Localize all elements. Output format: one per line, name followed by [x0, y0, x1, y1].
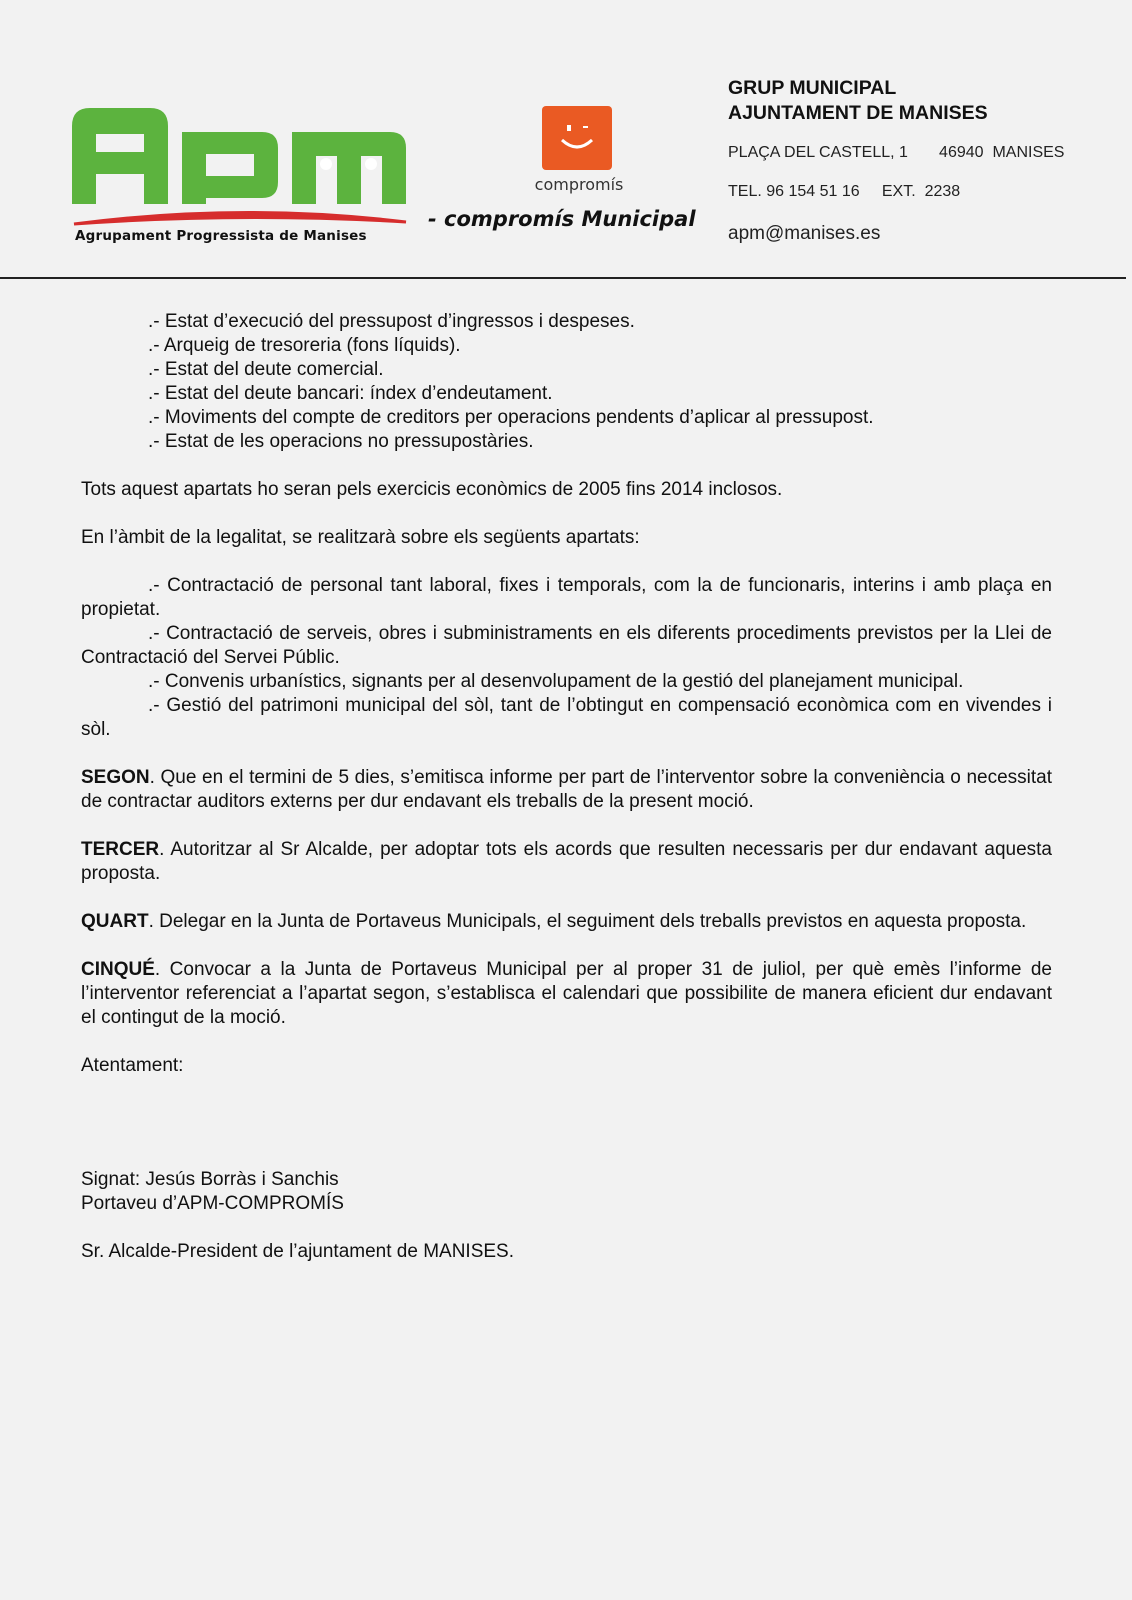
apm-logo-letter-m [292, 132, 406, 204]
segon-text: . Que en el termini de 5 dies, s’emitisca informe per part de l’interventor sobre la conveniència o necessitat de contractar auditors externs per dur endavant els treballs de la present moció. [81, 767, 1052, 812]
list-item: .- Contractació de personal tant laboral, fixes i temporals, com la de funcionaris, interins i amb plaça en propietat. [81, 575, 1052, 620]
apm-logo-dot [320, 158, 332, 170]
contact-email: apm@manises.es [728, 223, 881, 244]
economic-items-list [81, 310, 1052, 454]
list-item: .- Estat d’execució del pressupost d’ingressos i despeses. [148, 311, 635, 332]
list-item: .- Arqueig de tresoreria (fons líquids). [148, 335, 461, 356]
list-item: .- Moviments del compte de creditors per operacions pendents d’aplicar al pressupost. [148, 407, 874, 428]
organization-title-line2: AJUNTAMENT DE MANISES [728, 102, 988, 124]
compromis-logo [542, 106, 612, 170]
organization-title-line1: GRUP MUNICIPAL [728, 77, 897, 99]
compromis-label: compromís [534, 175, 624, 194]
letter-body [81, 310, 1052, 1264]
signature-name: Signat: Jesús Borràs i Sanchis [81, 1169, 339, 1190]
apm-subtitle: Agrupament Progressista de Manises [75, 228, 367, 244]
recipient: Sr. Alcalde-President de l’ajuntament de MANISES. [81, 1241, 515, 1262]
tercer-paragraph [81, 838, 1052, 886]
contact-address: PLAÇA DEL CASTELL, 1 46940 MANISES [728, 144, 1065, 161]
list-item: .- Gestió del patrimoni municipal del sòl, tant de l’obtingut en compensació econòmica com en vivendes i sòl. [81, 695, 1052, 740]
legality-intro: En l’àmbit de la legalitat, se realitzarà sobre els següents apartats: [81, 527, 640, 548]
quart-text: . Delegar en la Junta de Portaveus Municipals, el seguiment dels treballs previstos en aquesta proposta. [148, 911, 1027, 932]
list-item: .- Estat de les operacions no pressupostàries. [148, 431, 534, 452]
letterhead [0, 0, 1132, 282]
cinque-label: CINQUÉ [81, 959, 155, 980]
smile-icon [542, 106, 612, 170]
cinque-paragraph [81, 958, 1052, 1030]
compromis-municipal-title: - compromís Municipal [428, 207, 696, 231]
apm-logo-letter-p [182, 132, 278, 204]
signature-role: Portaveu d’APM-COMPROMÍS [81, 1193, 344, 1214]
quart-label: QUART [81, 911, 149, 932]
apm-logo-letter-a [72, 108, 168, 204]
apm-logo-swoosh [74, 212, 406, 224]
segon-label: SEGON [81, 767, 150, 788]
contact-phone: TEL. 96 154 51 16 EXT. 2238 [728, 183, 961, 200]
tercer-text: . Autoritzar al Sr Alcalde, per adoptar tots els acords que resulten necessaris per dur endavant aquesta proposta. [81, 839, 1052, 884]
apm-logo-dot [365, 158, 377, 170]
list-item: .- Estat del deute comercial. [148, 359, 384, 380]
list-item: .- Convenis urbanístics, signants per al desenvolupament de la gestió del planejament municipal. [148, 671, 964, 692]
closing: Atentament: [81, 1055, 184, 1076]
tercer-label: TERCER [81, 839, 160, 860]
period-paragraph: Tots aquest apartats ho seran pels exercicis econòmics de 2005 fins 2014 inclosos. [81, 479, 783, 500]
cinque-text: . Convocar a la Junta de Portaveus Municipal per al proper 31 de juliol, per què emès l’informe de l’interventor referenciat a l’apartat segon, s’establisca el calendari que possibilite de manera eficient dur endavant el contingut de la moció. [81, 959, 1052, 1028]
list-item: .- Estat del deute bancari: índex d’endeutament. [148, 383, 553, 404]
organization-title [728, 76, 988, 126]
header-divider [0, 277, 1126, 279]
quart-paragraph [81, 910, 1052, 934]
list-item: .- Contractació de serveis, obres i subministraments en els diferents procediments previstos per la Llei de Contractació del Servei Públic. [81, 623, 1052, 668]
legality-items-list [81, 574, 1052, 742]
segon-paragraph [81, 766, 1052, 814]
